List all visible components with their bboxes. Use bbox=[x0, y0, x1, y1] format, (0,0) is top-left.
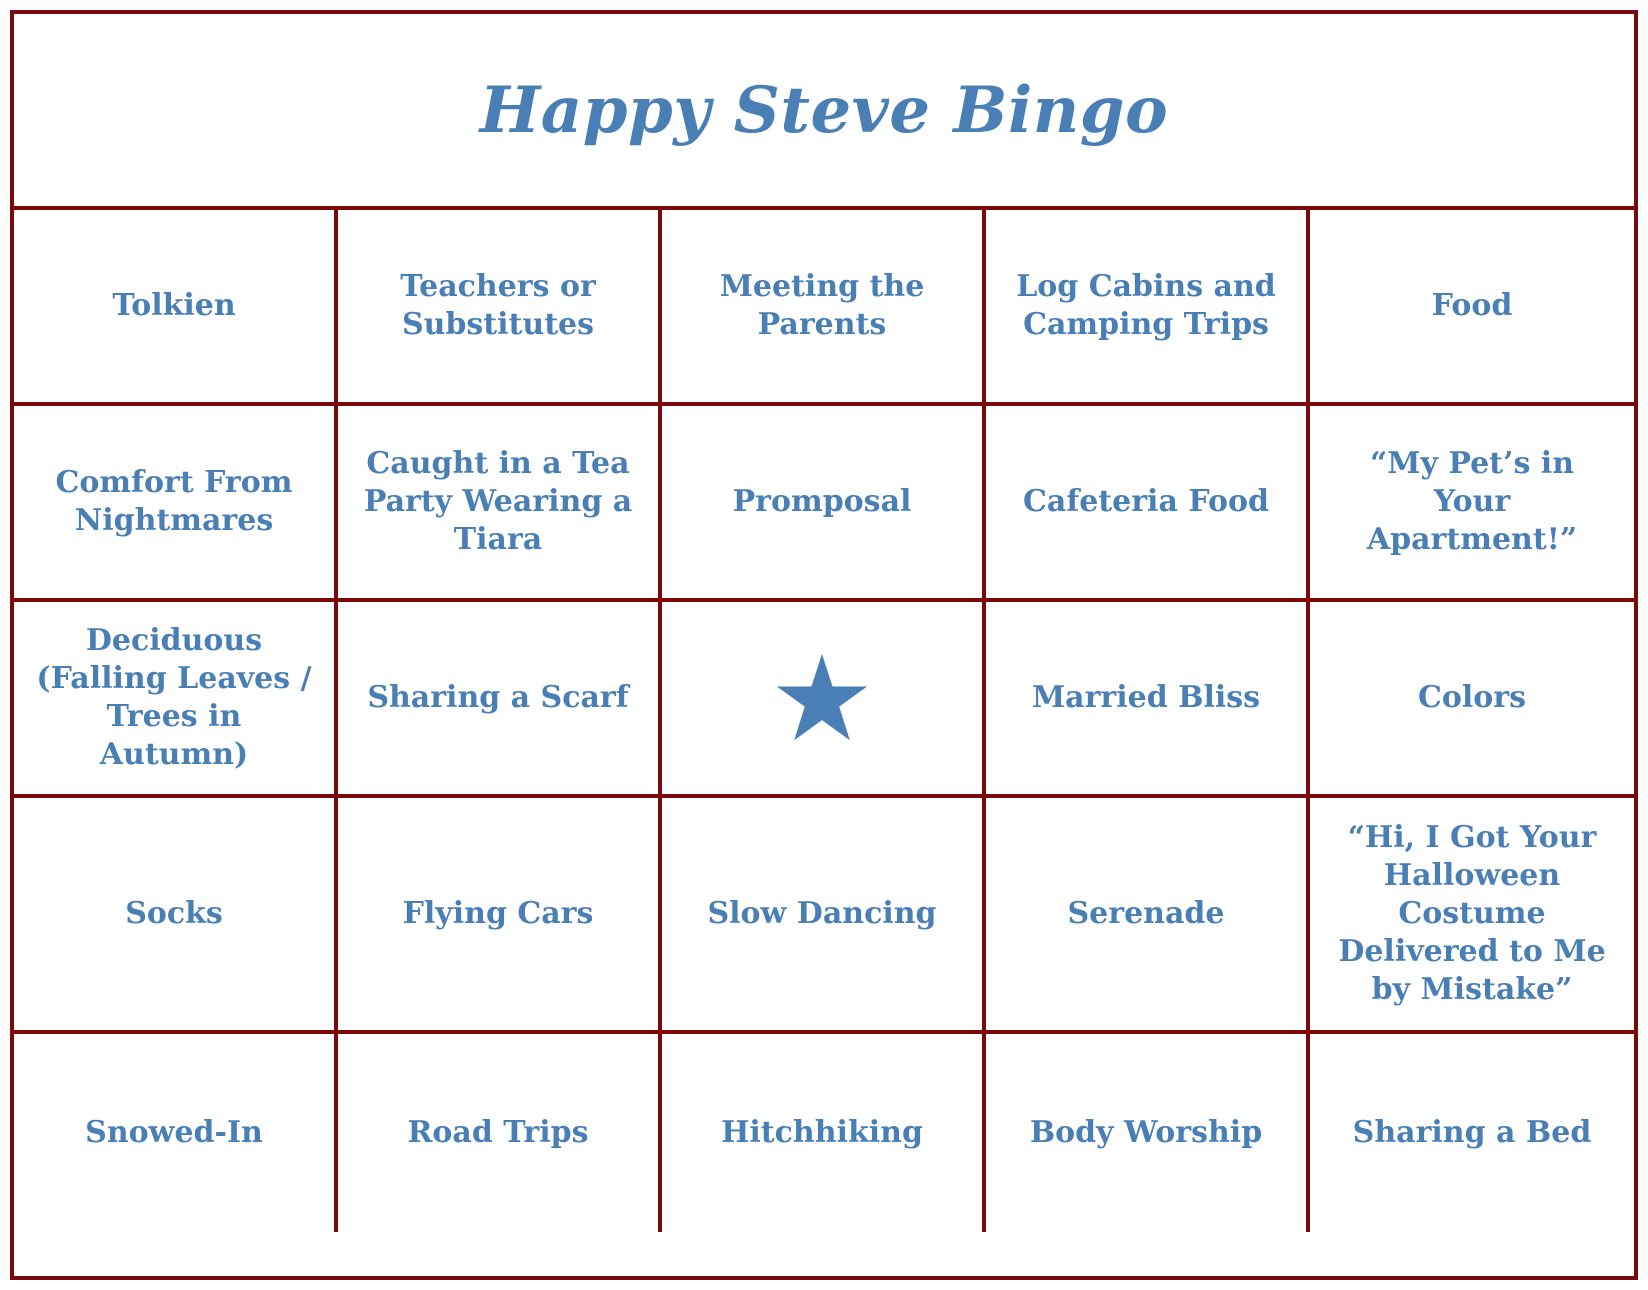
bingo-square: Slow Dancing bbox=[662, 798, 986, 1034]
bingo-square: Caught in a Tea Party Wearing a Tiara bbox=[338, 406, 662, 602]
bingo-square: Tolkien bbox=[14, 210, 338, 406]
bingo-square: Snowed-In bbox=[14, 1034, 338, 1232]
bingo-square: Promposal bbox=[662, 406, 986, 602]
bingo-card bbox=[10, 10, 1638, 1280]
bingo-square: “My Pet’s in Your Apartment!” bbox=[1310, 406, 1634, 602]
bingo-square: Body Worship bbox=[986, 1034, 1310, 1232]
bingo-square: Married Bliss bbox=[986, 602, 1310, 798]
bingo-square: Comfort From Nightmares bbox=[14, 406, 338, 602]
title-banner bbox=[14, 14, 1634, 210]
bingo-square: Sharing a Scarf bbox=[338, 602, 662, 798]
bingo-square: Flying Cars bbox=[338, 798, 662, 1034]
bingo-square: Colors bbox=[1310, 602, 1634, 798]
bingo-square: Deciduous (Falling Leaves / Trees in Autumn) bbox=[14, 602, 338, 798]
bingo-square: Food bbox=[1310, 210, 1634, 406]
bingo-square: Serenade bbox=[986, 798, 1310, 1034]
bingo-square: “Hi, I Got Your Halloween Costume Delivered to Me by Mistake” bbox=[1310, 798, 1634, 1034]
bingo-square: Sharing a Bed bbox=[1352, 1115, 1592, 1150]
bingo-square: Meeting the Parents bbox=[662, 210, 986, 406]
free-space-square bbox=[662, 602, 986, 798]
bingo-square: Teachers or Substitutes bbox=[338, 210, 662, 406]
bingo-square: Cafeteria Food bbox=[986, 406, 1310, 602]
star-icon bbox=[774, 650, 870, 746]
bingo-square: Road Trips bbox=[338, 1034, 662, 1232]
bingo-square: Log Cabins and Camping Trips bbox=[986, 210, 1310, 406]
page-title: Happy Steve Bingo bbox=[479, 72, 1169, 148]
bingo-square: Socks bbox=[14, 798, 338, 1034]
bingo-square: Hitchhiking bbox=[662, 1034, 986, 1232]
